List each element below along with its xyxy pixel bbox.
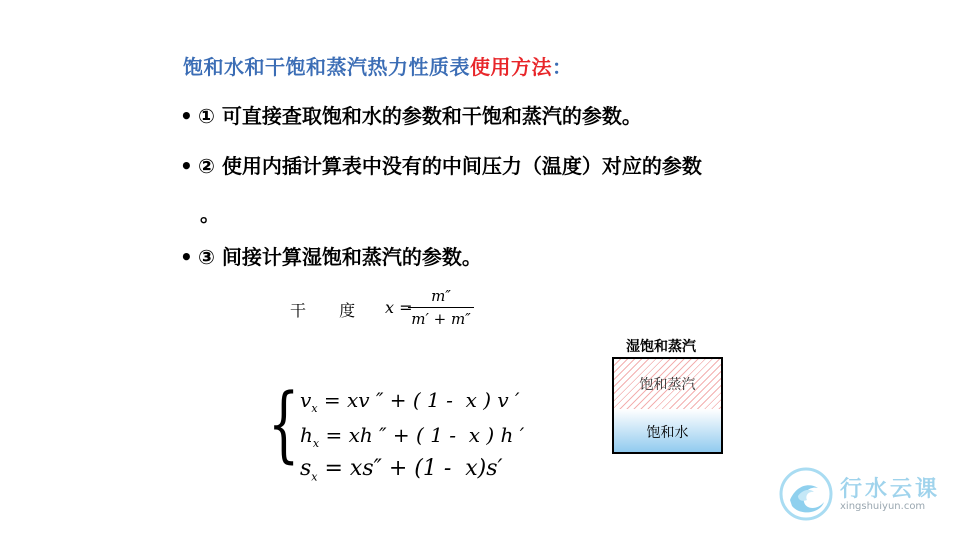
saturated-steam-region (614, 359, 721, 409)
water-wave-icon (778, 466, 834, 522)
saturated-water-region (614, 409, 721, 454)
dryness-numerator: m″ (408, 287, 474, 308)
dryness-label: 干 度 (290, 301, 370, 320)
equation-var: v (300, 388, 312, 412)
bullet-item-3 (180, 241, 482, 270)
dryness-fraction (408, 287, 474, 328)
equation-h (300, 423, 524, 450)
equation-v (300, 388, 520, 415)
equation-rhs: = xs″ + (1 - x)s′ (317, 456, 503, 481)
title-colon: ： (552, 55, 573, 79)
water-label: 饱和水 (646, 424, 689, 441)
equation-rhs: = xv ″ + ( 1 - x ) v ′ (317, 388, 520, 412)
bullet-text: ③ 间接计算湿饱和蒸汽的参数。 (198, 245, 482, 269)
bullet-marker: • (180, 104, 193, 128)
bullet-item-2 (180, 150, 702, 179)
logo-url: xingshuiyun.com (840, 501, 926, 512)
equation-brace: { (268, 377, 300, 472)
equation-sub: x (311, 402, 318, 415)
diagram-title: 湿饱和蒸汽 (626, 339, 696, 355)
title-main: 饱和水和干饱和蒸汽热力性质表 (183, 55, 470, 79)
steam-label: 饱和蒸汽 (639, 377, 696, 393)
dryness-denominator: m′ + m″ (411, 310, 471, 328)
equation-sub: x (311, 470, 318, 484)
bullet-continuation: 。 (200, 202, 220, 226)
bullet-text: ① 可直接查取饱和水的参数和干饱和蒸汽的参数。 (198, 104, 642, 128)
bullet-item-1 (180, 100, 642, 129)
wet-steam-diagram (612, 357, 723, 454)
dryness-lhs: x = (385, 298, 413, 317)
equation-s (300, 456, 503, 483)
logo-name: 行水云课 (840, 477, 941, 502)
bullet-marker: • (180, 154, 193, 178)
bullet-text: ② 使用内插计算表中没有的中间压力（温度）对应的参数 (198, 154, 702, 178)
equation-var: s (300, 456, 312, 481)
page-title (183, 51, 573, 80)
brand-logo (778, 466, 941, 522)
bullet-marker: • (180, 245, 193, 269)
equation-var: h (300, 423, 313, 447)
equation-rhs: = xh ″ + ( 1 - x ) h ′ (319, 423, 525, 447)
title-highlight: 使用方法 (470, 55, 552, 79)
equation-sub: x (312, 437, 320, 450)
